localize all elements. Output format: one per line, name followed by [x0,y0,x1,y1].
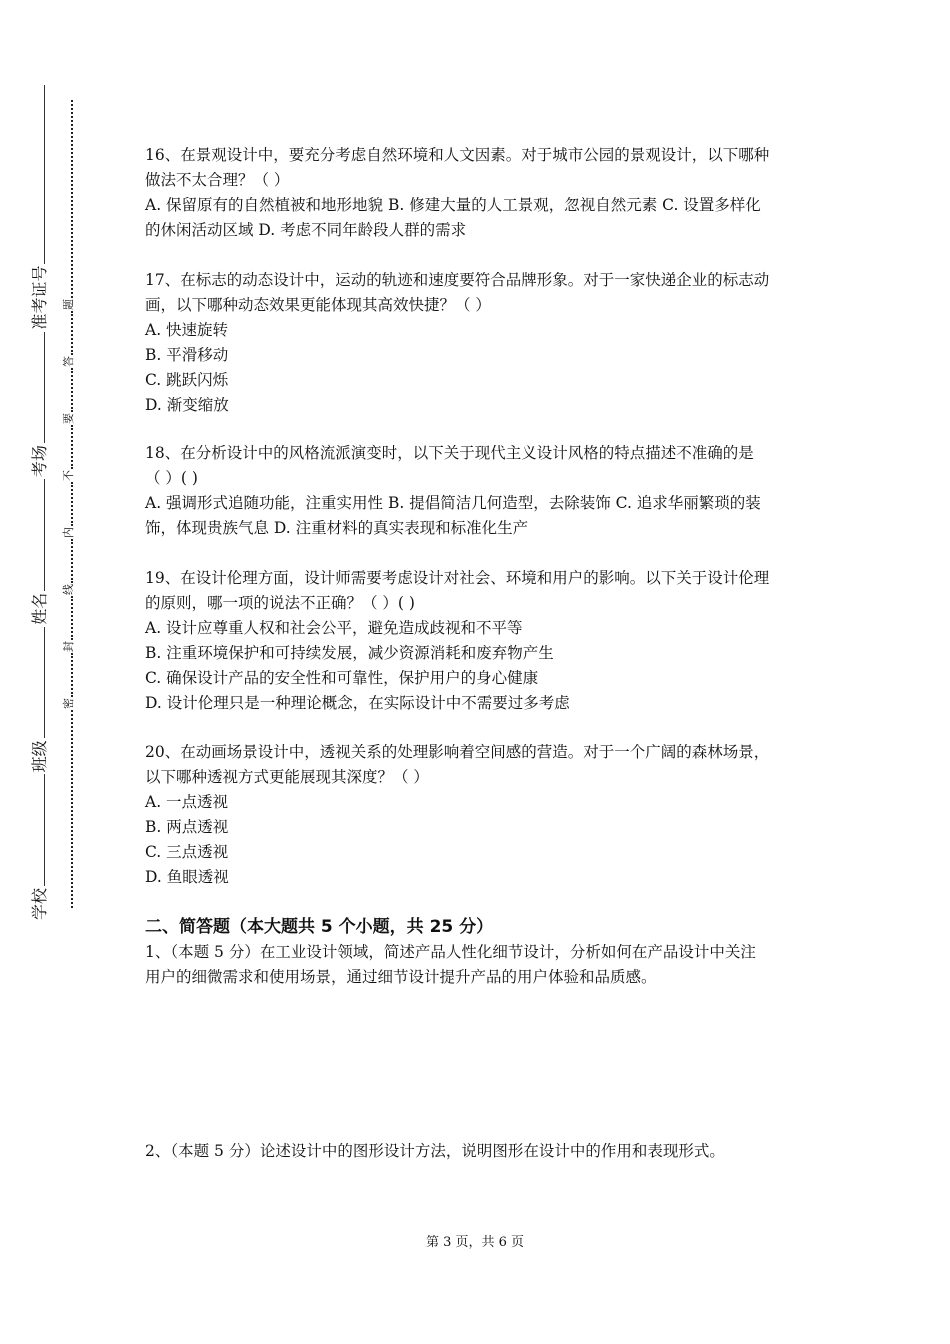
seal-char: 要 [62,413,75,424]
option-a: A. 设计应尊重人权和社会公平，避免造成歧视和不平等 [145,619,523,637]
option-c: C. 三点透视 [145,843,229,861]
question-text: 17、在标志的动态设计中，运动的轨迹和速度要符合品牌形象。对于一家快递企业的标志动 [145,271,770,289]
question-17 [145,268,810,418]
question-text: 16、在景观设计中，要充分考虑自然环境和人文因素。对于城市公园的景观设计，以下哪种 [145,146,770,164]
question-19 [145,566,810,716]
field-name-blank [32,479,45,591]
option-a: A. 快速旋转 [145,321,229,339]
question-options: 饰，体现贵族气息 D. 注重材料的真实表现和标准化生产 [145,519,529,537]
seal-char: 不 [62,470,75,481]
question-text: 19、在设计伦理方面，设计师需要考虑设计对社会、环境和用户的影响。以下关于设计伦理 [145,569,770,587]
option-d: D. 鱼眼透视 [145,868,229,886]
question-text: 画，以下哪种动态效果更能体现其高效快捷？（ ） [145,296,491,314]
question-text: （ ）( ) [145,469,198,487]
dotted-segment [63,100,73,298]
dotted-segment [63,368,73,412]
section-title: 二、简答题（本大题共 5 个小题，共 25 分） [145,917,494,937]
option-d: D. 渐变缩放 [145,396,229,414]
question-text: 2、（本题 5 分）论述设计中的图形设计方法，说明图形在设计中的作用和表现形式。 [145,1142,725,1160]
option-c: C. 跳跃闪烁 [145,371,229,389]
question-options: 的休闲活动区域 D. 考虑不同年龄段人群的需求 [145,221,467,239]
dotted-segment [63,710,73,908]
question-text: 1、（本题 5 分）在工业设计领域，简述产品人性化细节设计，分析如何在产品设计中关注 [145,943,756,961]
dotted-segment [63,539,73,583]
question-20 [145,740,810,890]
dotted-segment [63,482,73,526]
field-class-blank [32,627,45,739]
question-text: 20、在动画场景设计中，透视关系的处理影响着空间感的营造。对于一个广阔的森林场景， [145,743,770,761]
field-school-blank [32,774,45,886]
dotted-segment [63,311,73,355]
option-b: B. 两点透视 [145,818,229,836]
option-a: A. 一点透视 [145,793,229,811]
question-options: A. 保留原有的自然植被和地形地貌 B. 修建大量的人工景观，忽视自然元素 C. 设置多样化 [145,196,761,214]
student-info-binding-line [26,85,50,922]
question-16 [145,143,810,243]
seal-char: 答 [62,356,75,367]
field-id-label: 准考证号 [29,265,49,330]
seal-char: 题 [62,299,75,310]
question-18 [145,441,810,541]
dotted-segment [63,596,73,640]
seal-char: 线 [62,584,75,595]
question-options: A. 强调形式追随功能，注重实用性 B. 提倡简洁几何造型，去除装饰 C. 追求华丽繁琐的装 [145,494,761,512]
field-room-blank [32,332,45,444]
question-text: 的原则，哪一项的说法不正确？（ ）( ) [145,594,415,612]
question-text: 18、在分析设计中的风格流派演变时，以下关于现代主义设计风格的特点描述不准确的是 [145,444,754,462]
field-class-label: 班级 [29,740,49,773]
question-text: 以下哪种透视方式更能展现其深度？（ ） [145,768,429,786]
page-number: 第 3 页，共 6 页 [425,1235,525,1250]
seal-char: 内 [62,527,75,538]
seal-line [60,100,76,908]
option-b: B. 注重环境保护和可持续发展，减少资源消耗和废弃物产生 [145,644,554,662]
seal-char: 密 [62,698,75,709]
short-answer-1 [145,940,810,990]
field-school-label: 学校 [29,887,49,920]
field-name-label: 姓名 [29,592,49,625]
option-c: C. 确保设计产品的安全性和可靠性，保护用户的身心健康 [145,669,539,687]
dotted-segment [63,425,73,469]
question-text: 用户的细微需求和使用场景，通过细节设计提升产品的用户体验和品质感。 [145,968,657,986]
option-b: B. 平滑移动 [145,346,229,364]
field-id-blank [32,85,45,264]
short-answer-2 [145,1139,810,1164]
option-d: D. 设计伦理只是一种理论概念，在实际设计中不需要过多考虑 [145,694,570,712]
dotted-segment [63,653,73,697]
field-room-label: 考场 [29,445,49,478]
seal-char: 封 [62,641,75,652]
question-text: 做法不太合理？（ ） [145,171,290,189]
